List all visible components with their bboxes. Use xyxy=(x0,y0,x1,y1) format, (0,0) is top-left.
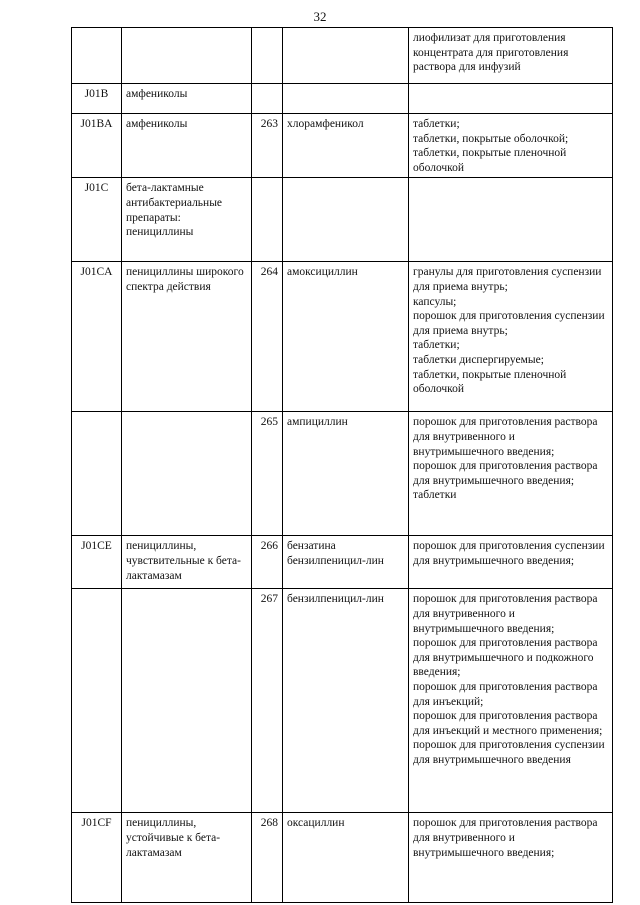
dosage-form-line: порошок для приготовления суспензии для внутримышечного введения; xyxy=(413,540,605,567)
dosage-forms-cell xyxy=(409,28,613,84)
drug-name-cell: бензатина бензилпеницил-лин xyxy=(283,536,409,589)
table-row xyxy=(72,84,613,114)
atc-code-cell: J01BA xyxy=(72,114,122,178)
dosage-form-line: таблетки, покрытые пленочной оболочкой xyxy=(413,147,567,174)
atc-code-cell xyxy=(72,412,122,536)
atc-code-cell xyxy=(72,28,122,84)
dosage-form-line: гранулы для приготовления суспензии для приема внутрь; xyxy=(413,266,602,293)
dosage-form-line: порошок для приготовления раствора для внутривенного и внутримышечного введения; xyxy=(413,817,598,859)
atc-code-cell: J01CF xyxy=(72,813,122,903)
row-number-cell: 267 xyxy=(252,589,283,813)
dosage-form-line: порошок для приготовления суспензии для приема внутрь; xyxy=(413,310,605,337)
dosage-form-line: лиофилизат для приготовления концентрата для приготовления раствора для инфузий xyxy=(413,32,569,74)
page-number: 32 xyxy=(313,9,327,24)
dosage-form-line: таблетки, покрытые оболочкой; xyxy=(413,132,569,145)
row-number-cell: 268 xyxy=(252,813,283,903)
dosage-forms-cell xyxy=(409,536,613,589)
dosage-form-line: порошок для приготовления суспензии для внутримышечного введения xyxy=(413,739,605,766)
drug-name-cell xyxy=(283,28,409,84)
dosage-form-line: порошок для приготовления раствора для инъекций; xyxy=(413,680,598,708)
dosage-form-line: таблетки, покрытые пленочной оболочкой xyxy=(413,368,567,396)
atc-code-cell: J01CA xyxy=(72,262,122,412)
dosage-form-line: таблетки; xyxy=(413,339,460,352)
dosage-form-line: порошок для приготовления раствора для внутримышечного и подкожного введения; xyxy=(413,637,598,679)
group-name-cell xyxy=(122,412,252,536)
group-name-cell: пенициллины, чувствительные к бета-лактамазам xyxy=(122,536,252,589)
dosage-forms-cell xyxy=(409,813,613,903)
dosage-forms-cell xyxy=(409,412,613,536)
group-name-cell xyxy=(122,589,252,813)
dosage-form-line: порошок для приготовления раствора для внутривенного и внутримышечного введения; xyxy=(413,416,598,458)
group-name-cell: пенициллины широкого спектра действия xyxy=(122,262,252,412)
dosage-form-line: таблетки xyxy=(413,489,457,502)
dosage-forms-cell xyxy=(409,178,613,262)
table-row xyxy=(72,28,613,84)
atc-code-cell xyxy=(72,589,122,813)
dosage-form-line: порошок для приготовления раствора для внутримышечного введения; xyxy=(413,460,598,487)
table-row xyxy=(72,589,613,813)
dosage-form-line: порошок для приготовления раствора для внутривенного и внутримышечного введения; xyxy=(413,593,598,635)
atc-code-cell: J01B xyxy=(72,84,122,114)
table-row xyxy=(72,536,613,589)
drug-table xyxy=(71,27,613,903)
atc-code-cell: J01CE xyxy=(72,536,122,589)
drug-name-cell xyxy=(283,84,409,114)
drug-name-cell: бензилпеницил-лин xyxy=(283,589,409,813)
group-name-cell xyxy=(122,28,252,84)
table-body xyxy=(72,28,613,903)
row-number-cell xyxy=(252,28,283,84)
row-number-cell xyxy=(252,84,283,114)
dosage-forms-cell xyxy=(409,84,613,114)
group-name-cell: амфениколы xyxy=(122,84,252,114)
dosage-form-line: таблетки; xyxy=(413,118,460,130)
group-name-cell: бета-лактамные антибактериальные препараты: пенициллины xyxy=(122,178,252,262)
dosage-forms-cell xyxy=(409,262,613,412)
row-number-cell: 264 xyxy=(252,262,283,412)
group-name-cell: пенициллины, устойчивые к бета-лактамазам xyxy=(122,813,252,903)
drug-name-cell: хлорамфеникол xyxy=(283,114,409,178)
table-row xyxy=(72,813,613,903)
group-name-cell: амфениколы xyxy=(122,114,252,178)
table-row xyxy=(72,114,613,178)
drug-name-cell: ампициллин xyxy=(283,412,409,536)
dosage-forms-cell xyxy=(409,114,613,178)
dosage-form-line: порошок для приготовления раствора для инъекций и местного применения; xyxy=(413,710,603,737)
drug-name-cell: оксациллин xyxy=(283,813,409,903)
table-row xyxy=(72,262,613,412)
dosage-form-line: капсулы; xyxy=(413,295,457,308)
row-number-cell xyxy=(252,178,283,262)
drug-name-cell: амоксициллин xyxy=(283,262,409,412)
dosage-form-line: таблетки диспергируемые; xyxy=(413,353,544,366)
row-number-cell: 266 xyxy=(252,536,283,589)
row-number-cell: 265 xyxy=(252,412,283,536)
drug-name-cell xyxy=(283,178,409,262)
atc-code-cell: J01C xyxy=(72,178,122,262)
dosage-forms-cell xyxy=(409,589,613,813)
table-row xyxy=(72,178,613,262)
row-number-cell: 263 xyxy=(252,114,283,178)
table-row xyxy=(72,412,613,536)
